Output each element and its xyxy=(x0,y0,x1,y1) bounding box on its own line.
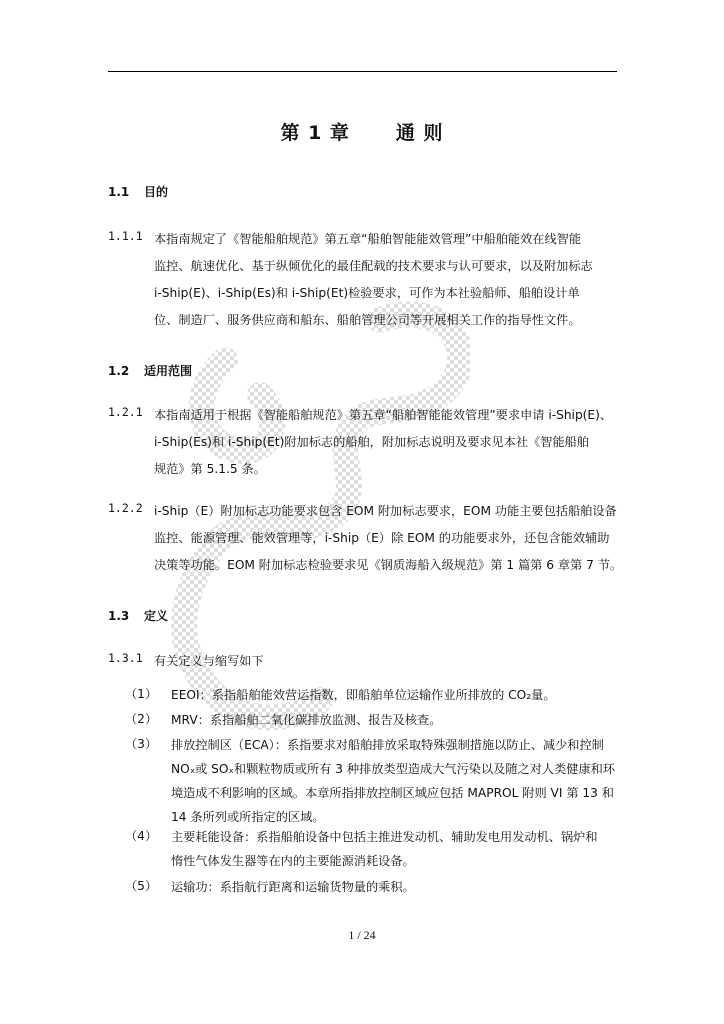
paragraph-number: 1.3.1 xyxy=(108,651,143,665)
section-heading-1-3 xyxy=(108,607,168,624)
definition-item-5 xyxy=(125,877,625,901)
item-number: （1） xyxy=(125,687,158,701)
definition-item-2 xyxy=(125,710,625,734)
page-number: 1 / 24 xyxy=(348,928,376,942)
item-line: 14 条所列或所指定的区域。 xyxy=(171,810,325,824)
chapter-name: 通 则 xyxy=(395,122,444,144)
paragraph-1-2-1 xyxy=(108,405,623,486)
section-title: 适用范围 xyxy=(144,364,193,378)
section-number: 1.1 xyxy=(108,185,130,199)
section-heading-1-1 xyxy=(108,183,168,200)
paragraph-line: i-Ship（E）附加标志功能要求包含 EOM 附加标志要求，EOM 功能主要包括船舶设备 xyxy=(154,504,617,518)
item-line: EEOI：系指船舶能效营运指数，即船舶单位运输作业所排放的 CO₂量。 xyxy=(171,688,556,702)
item-line: 运输功：系指航行距离和运输货物量的乘积。 xyxy=(171,880,415,894)
section-number: 1.2 xyxy=(108,364,130,378)
definition-item-3 xyxy=(125,735,625,831)
paragraph-line: 监控、航速优化、基于纵倾优化的最佳配载的技术要求与认可要求，以及附加标志 xyxy=(154,259,593,273)
paragraph-line: 本指南适用于根据《智能船舶规范》第五章“船舶智能能效管理”要求申请 i-Ship(E)、 xyxy=(154,408,613,422)
item-line: 境造成不利影响的区域。本章所指排放控制区域应包括 MAPROL 附则 VI 第 13 和 xyxy=(171,786,614,800)
paragraph-1-1-1 xyxy=(108,229,623,337)
paragraph-line: 本指南规定了《智能船舶规范》第五章“船舶智能能效管理”中船舶能效在线智能 xyxy=(154,232,582,246)
item-line: 主要耗能设备：系指船舶设备中包括主推进发动机、辅助发电用发动机、锅炉和 xyxy=(171,830,598,844)
item-number: （4） xyxy=(125,829,158,843)
paragraph-line: 决策等功能。EOM 附加标志检验要求见《钢质海船入级规范》第 1 篇第 6 章第 7 节。 xyxy=(154,558,623,572)
paragraph-1-2-2 xyxy=(108,501,623,582)
paragraph-line: 有关定义与缩写如下 xyxy=(154,654,264,668)
paragraph-number: 1.2.1 xyxy=(108,405,143,419)
paragraph-number: 1.1.1 xyxy=(108,229,143,243)
item-number: （3） xyxy=(125,737,158,751)
chapter-title xyxy=(0,118,724,145)
section-title: 定义 xyxy=(144,609,169,623)
header-rule xyxy=(108,71,617,72)
definition-item-4 xyxy=(125,827,625,875)
item-line: 排放控制区（ECA）：系指要求对船舶排放采取特殊强制措施以防止、减少和控制 xyxy=(171,738,604,752)
paragraph-line: 规范》第 5.1.5 条。 xyxy=(154,462,266,476)
paragraph-line: i-Ship(E)、i-Ship(Es)和 i-Ship(Et)检验要求，可作为本社验船师、船舶设计单 xyxy=(154,286,580,300)
item-line: MRV：系指船舶二氧化碳排放监测、报告及核查。 xyxy=(171,713,442,727)
paragraph-line: i-Ship(Es)和 i-Ship(Et)附加标志的船舶，附加标志说明及要求见本社《智能船舶 xyxy=(154,435,590,449)
chapter-number: 第 1 章 xyxy=(280,122,350,144)
paragraph-line: 位、制造厂、服务供应商和船东、船舶管理公司等开展相关工作的指导性文件。 xyxy=(154,313,581,327)
paragraph-number: 1.2.2 xyxy=(108,501,143,515)
item-line: NOₓ或 SOₓ和颗粒物质或所有 3 种排放类型造成大气污染以及随之对人类健康和环 xyxy=(171,762,616,776)
section-heading-1-2 xyxy=(108,362,192,379)
paragraph-1-3-1 xyxy=(108,651,623,678)
paragraph-line: 监控、能源管理、能效管理等，i-Ship（E）除 EOM 的功能要求外，还包含能效辅助 xyxy=(154,531,610,545)
definition-item-1 xyxy=(125,685,625,709)
section-number: 1.3 xyxy=(108,609,130,623)
section-title: 目的 xyxy=(144,185,169,199)
item-number: （2） xyxy=(125,712,158,726)
item-number: （5） xyxy=(125,879,158,893)
item-line: 惰性气体发生器等在内的主要能源消耗设备。 xyxy=(171,854,415,868)
